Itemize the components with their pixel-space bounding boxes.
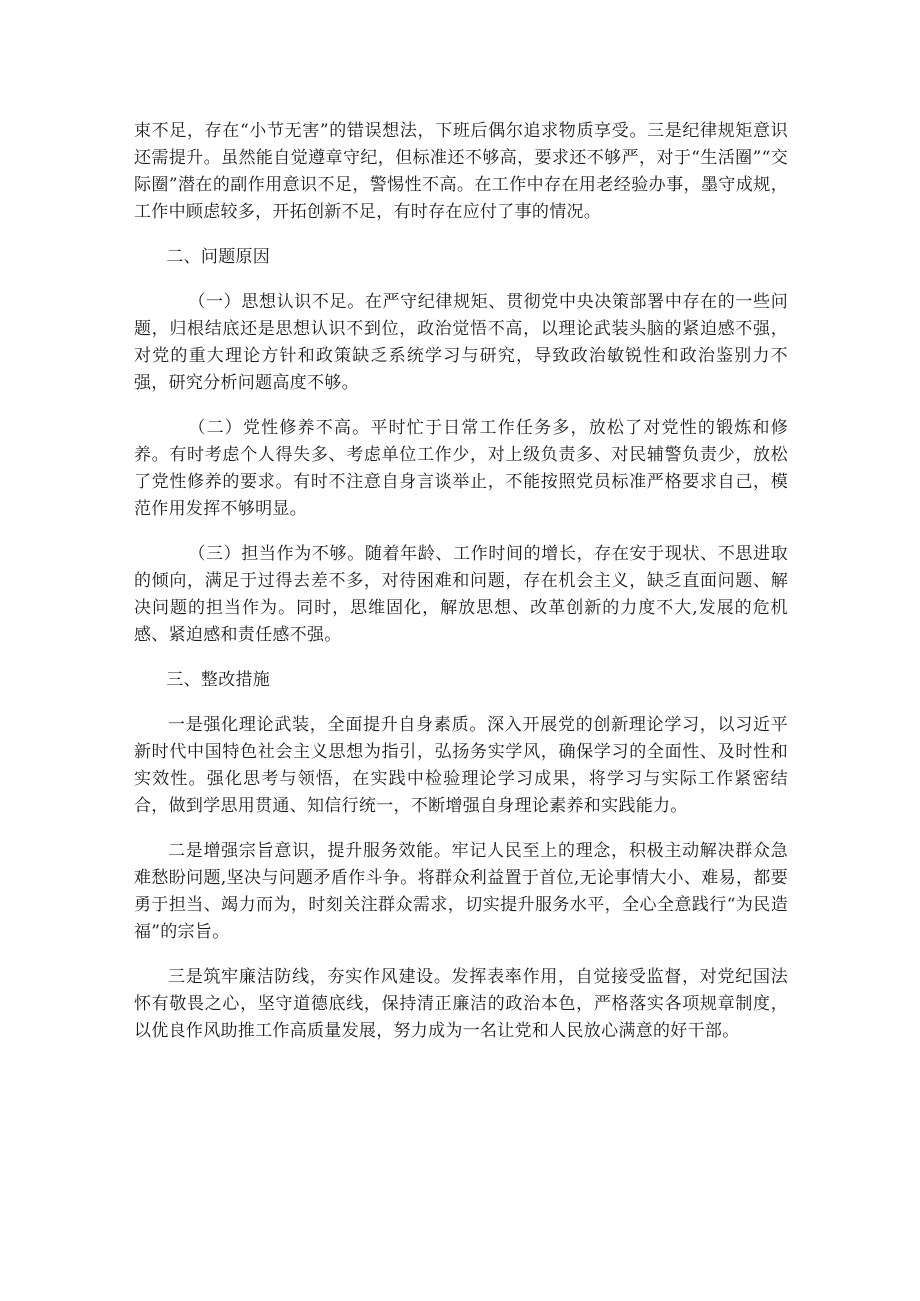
- cause-item-2: （二）党性修养不高。平时忙于日常工作任务多，放松了对党性的锻炼和修养。有时考虑个人得失多、考虑单位工作少，对上级负责多、对民辅警负责少，放松了党性修养的要求。有时不注意自身言谈举止，不能按照党员标准严格要求自己，模范作用发挥不够明显。: [134, 418, 788, 519]
- continued-paragraph: 束不足，存在“小节无害”的错误想法，下班后偶尔追求物质享受。三是纪律规矩意识还需提升。虽然能自觉遵章守纪，但标准还不够高，要求还不够严，对于“生活圈”“交际圈”潜在的副作用意识不足，警惕性不高。在工作中存在用老经验办事，墨守成规，工作中顾虑较多，开拓创新不足，有时存在应付了事的情况。: [134, 121, 788, 222]
- document-page: [134, 118, 788, 1063]
- measure-item-2: 二是增强宗旨意识，提升服务效能。牢记人民至上的理念，积极主动解决群众急难愁盼问题,坚决与问题矛盾作斗争。将群众利益置于首位,无论事情大小、难易，都要勇于担当、竭力而为，时刻关注群众需求，切实提升服务水平，全心全意践行“为民造福”的宗旨。: [134, 841, 788, 942]
- measure-item-3: 三是筑牢廉洁防线，夯实作风建设。发挥表率作用，自觉接受监督，对党纪国法怀有敬畏之心，坚守道德底线，保持清正廉洁的政治本色，严格落实各项规章制度，以优良作风助推工作高质量发展，努力成为一名让党和人民放心满意的好干部。: [134, 967, 788, 1041]
- cause-item-1: （一）思想认识不足。在严守纪律规矩、贯彻党中央决策部署中存在的一些问题，归根结底还是思想认识不到位，政治觉悟不高，以理论武装头脑的紧迫感不强，对党的重大理论方针和政策缺乏系统学习与研究，导致政治敏锐性和政治鉴别力不强，研究分析问题高度不够。: [134, 292, 788, 393]
- section-heading-measures: 三、整改措施: [166, 670, 271, 690]
- section-heading-causes: 二、问题原因: [166, 247, 271, 267]
- cause-item-3: （三）担当作为不够。随着年龄、工作时间的增长，存在安于现状、不思进取的倾向，满足于过得去差不多，对待困难和问题，存在机会主义，缺乏直面问题、解决问题的担当作为。同时，思维固化，解放思想、改革创新的力度不大,发展的危机感、紧迫感和责任感不强。: [134, 544, 788, 645]
- measure-item-1: 一是强化理论武装，全面提升自身素质。深入开展党的创新理论学习，以习近平新时代中国特色社会主义思想为指引，弘扬务实学风，确保学习的全面性、及时性和实效性。强化思考与领悟，在实践中检验理论学习成果，将学习与实际工作紧密结合，做到学思用贯通、知信行统一，不断增强自身理论素养和实践能力。: [134, 715, 788, 816]
